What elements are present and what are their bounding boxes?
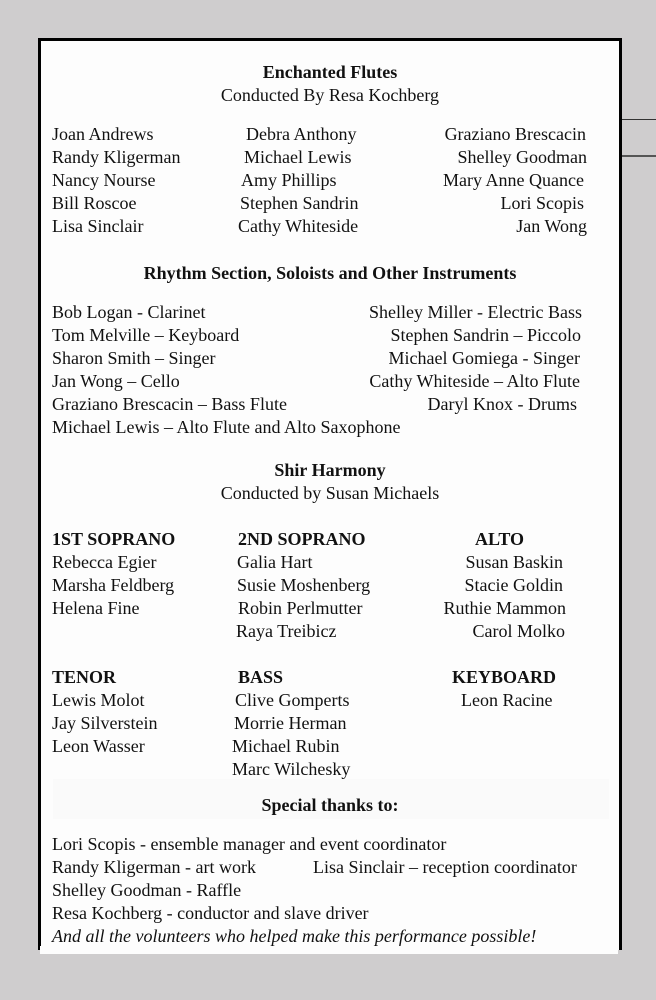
member-name: Debra Anthony (246, 124, 357, 144)
section-title-rhythm-section: Rhythm Section, Soloists and Other Instruments (143, 263, 517, 283)
member-name: Shelley Goodman (457, 147, 587, 167)
member-name: Marsha Feldberg (52, 575, 175, 595)
member-name: Leon Racine (461, 690, 553, 710)
member-entry: Graziano Brescacin – Bass Flute (52, 394, 287, 414)
member-name: Marc Wilchesky (232, 759, 351, 779)
member-entry: Cathy Whiteside – Alto Flute (369, 371, 580, 391)
member-name: Bill Roscoe (52, 193, 137, 213)
member-name: Graziano Brescacin (444, 124, 586, 144)
thanks-line: Shelley Goodman - Raffle (52, 880, 242, 900)
member-name: Stephen Sandrin (240, 193, 359, 213)
page-bottom-edge (40, 946, 618, 954)
member-name: Clive Gomperts (235, 690, 350, 710)
member-name: Galia Hart (237, 552, 313, 572)
voice-heading: 2ND SOPRANO (238, 529, 366, 549)
member-name: Lori Scopis (500, 193, 584, 213)
member-name: Leon Wasser (52, 736, 145, 756)
member-name: Jan Wong (516, 216, 587, 236)
thanks-line: Lori Scopis - ensemble manager and event coordinator (52, 834, 447, 854)
member-name: Amy Phillips (241, 170, 337, 190)
member-entry: Jan Wong – Cello (52, 371, 180, 391)
member-entry: Shelley Miller - Electric Bass (369, 302, 582, 322)
member-entry: Stephen Sandrin – Piccolo (390, 325, 581, 345)
member-name: Joan Andrews (52, 124, 154, 144)
member-entry: Sharon Smith – Singer (52, 348, 216, 368)
member-name: Michael Rubin (232, 736, 340, 756)
member-name: Lewis Molot (52, 690, 145, 710)
section-title-enchanted-flutes: Enchanted Flutes (262, 62, 398, 82)
member-name: Susie Moshenberg (237, 575, 371, 595)
thanks-closing: And all the volunteers who helped make this performance possible! (52, 926, 537, 946)
member-name: Raya Treibicz (236, 621, 337, 641)
member-entry: Tom Melville – Keyboard (52, 325, 240, 345)
member-entry: Daryl Knox - Drums (427, 394, 577, 414)
member-entry: Michael Gomiega - Singer (388, 348, 580, 368)
member-name: Helena Fine (52, 598, 140, 618)
member-name: Morrie Herman (234, 713, 347, 733)
member-entry: Bob Logan - Clarinet (52, 302, 206, 322)
background-rule-line (620, 155, 656, 157)
member-name: Randy Kligerman (52, 147, 181, 167)
voice-heading: BASS (238, 667, 284, 687)
member-name: Carol Molko (472, 621, 565, 641)
voice-heading: KEYBOARD (452, 667, 557, 687)
voice-heading: TENOR (52, 667, 117, 687)
section-title-shir-harmony: Shir Harmony (274, 460, 386, 480)
background-rule-line (620, 119, 656, 120)
member-name: Nancy Nourse (52, 170, 156, 190)
member-name: Lisa Sinclair (52, 216, 144, 236)
program-page (38, 38, 622, 950)
thanks-line: Lisa Sinclair – reception coordinator (313, 857, 577, 877)
thanks-line: Randy Kligerman - art work (52, 857, 256, 877)
voice-heading: ALTO (475, 529, 525, 549)
member-name: Mary Anne Quance (443, 170, 584, 190)
thanks-line: Resa Kochberg - conductor and slave driver (52, 903, 369, 923)
conductor-line: Conducted by Susan Michaels (220, 483, 440, 503)
conductor-line: Conducted By Resa Kochberg (220, 85, 440, 105)
member-name: Rebecca Egier (52, 552, 157, 572)
member-name: Jay Silverstein (52, 713, 158, 733)
section-title-special-thanks: Special thanks to: (261, 795, 399, 815)
member-name: Michael Lewis (244, 147, 352, 167)
voice-heading: 1ST SOPRANO (52, 529, 176, 549)
member-name: Robin Perlmutter (238, 598, 363, 618)
member-name: Ruthie Mammon (443, 598, 566, 618)
member-name: Cathy Whiteside (238, 216, 359, 236)
member-name: Susan Baskin (465, 552, 563, 572)
member-name: Stacie Goldin (464, 575, 563, 595)
member-entry: Michael Lewis – Alto Flute and Alto Saxophone (52, 417, 401, 437)
